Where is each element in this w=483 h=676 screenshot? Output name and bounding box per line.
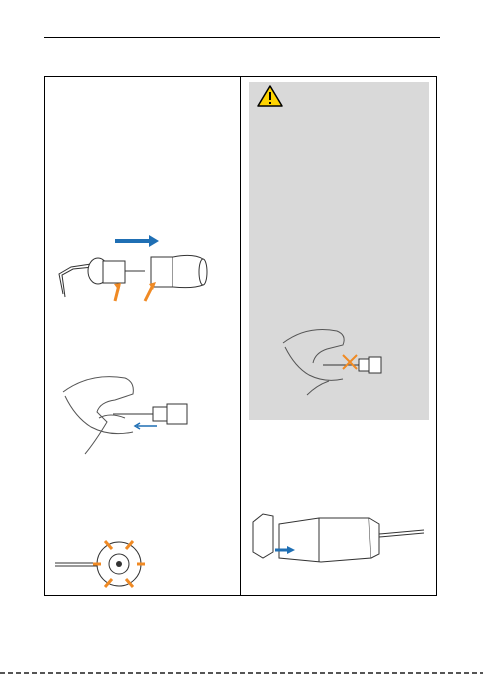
header-rule xyxy=(44,37,440,38)
hand-pulling-tip-icon xyxy=(55,372,205,467)
warning-triangle-icon xyxy=(256,84,284,108)
column-divider xyxy=(240,77,241,595)
page-edge xyxy=(0,672,483,674)
cross-icon xyxy=(343,355,357,369)
warning-panel xyxy=(249,82,429,420)
instruction-table xyxy=(44,76,437,596)
hand-tip-prohibited-icon xyxy=(277,325,392,410)
probe-assembly-icon xyxy=(53,229,213,309)
nozzle-end-view-icon xyxy=(55,527,155,597)
power-adapter-plug-icon xyxy=(249,502,429,572)
